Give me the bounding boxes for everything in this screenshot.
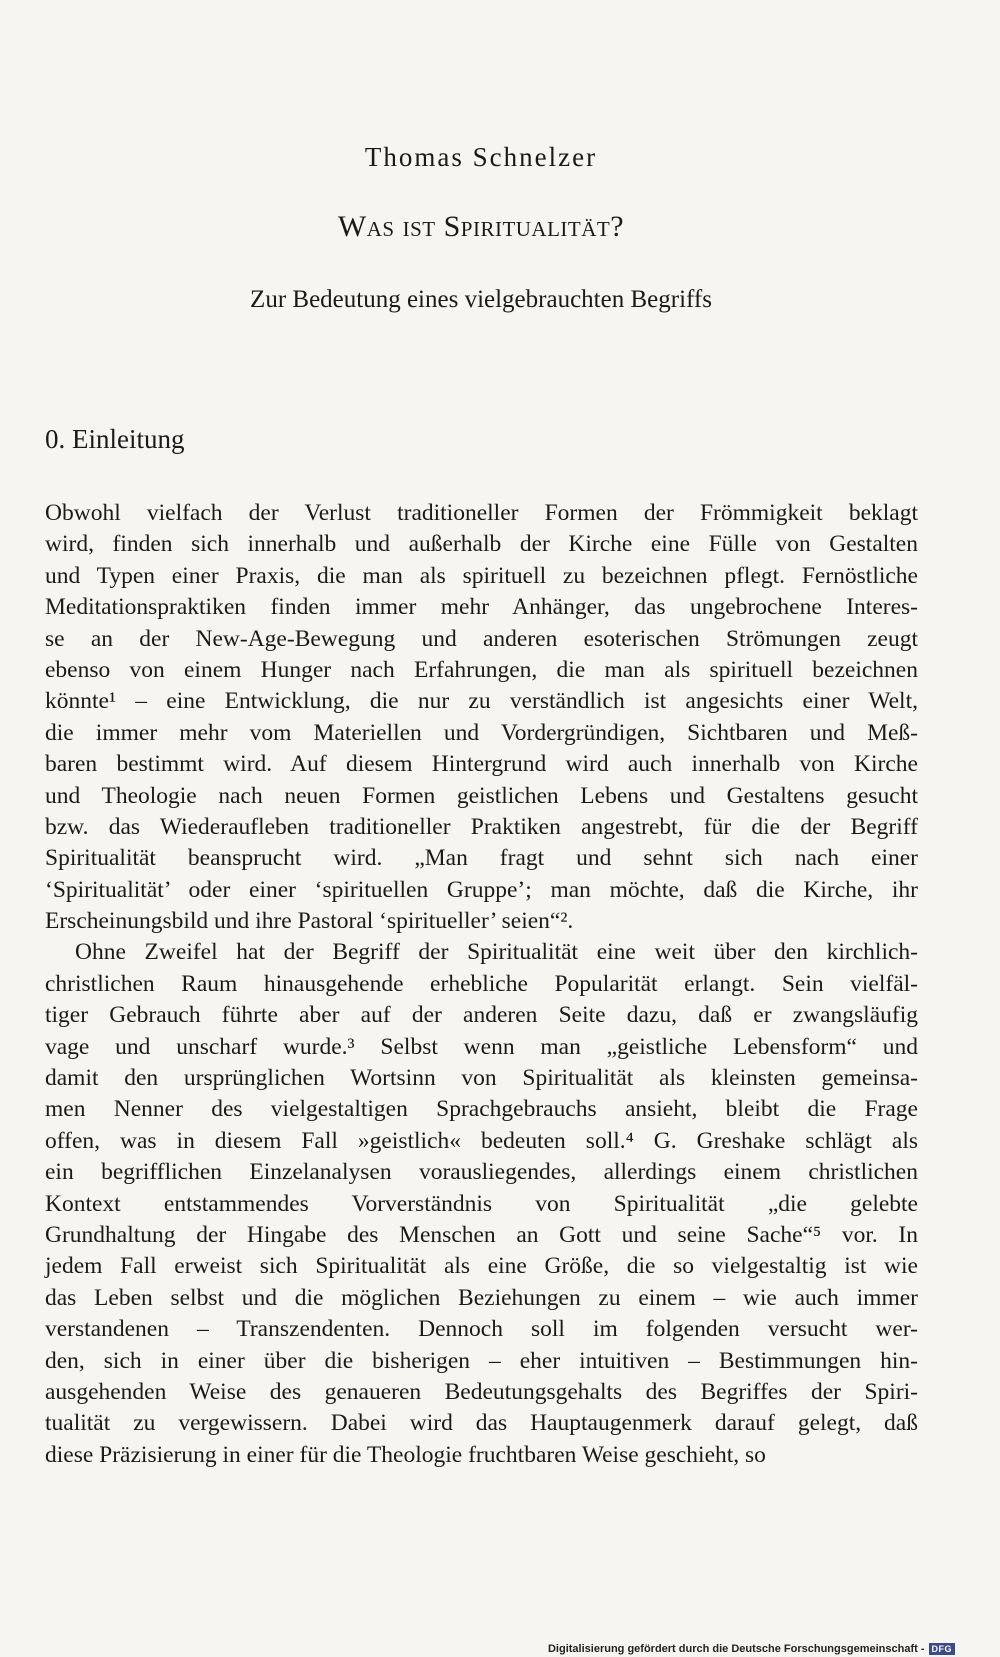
text-line: Kontext entstammendes Vorverständnis von Spiritualität „die gelebte xyxy=(45,1190,918,1217)
text-line: könnte¹ – eine Entwicklung, die nur zu verständlich ist angesichts einer Welt, xyxy=(45,688,918,715)
text-line: tiger Gebrauch führte aber auf der anderen Seite dazu, daß er zwangsläufig xyxy=(45,1002,918,1029)
text-line: baren bestimmt wird. Auf diesem Hintergrund wird auch innerhalb von Kirche xyxy=(45,751,918,778)
text-line: Ohne Zweifel hat der Begriff der Spiritualität eine weit über den kirchlich- xyxy=(75,939,918,966)
text-line: se an der New-Age-Bewegung und anderen esoterischen Strömungen zeugt xyxy=(45,625,918,652)
text-line: den, sich in einer über die bisherigen – eher intuitiven – Bestimmungen hin- xyxy=(45,1347,918,1374)
text-line: die immer mehr vom Materiellen und Vordergründigen, Sichtbaren und Meß- xyxy=(45,719,918,746)
article-subtitle: Zur Bedeutung eines vielgebrauchten Begriffs xyxy=(250,286,712,313)
text-line: Erscheinungsbild und ihre Pastoral ‘spiritueller’ seien“². xyxy=(45,908,574,935)
text-line: und Theologie nach neuen Formen geistlichen Lebens und Gestaltens gesucht xyxy=(45,782,918,809)
text-line: tualität zu vergewissern. Dabei wird das Hauptaugenmerk darauf gelegt, daß xyxy=(45,1410,918,1437)
author-name: Thomas Schnelzer xyxy=(364,142,598,172)
paragraph-2 xyxy=(45,937,918,1471)
text-line: wird, finden sich innerhalb und außerhalb der Kirche eine Fülle von Gestalten xyxy=(45,531,918,558)
text-line: diese Präzisierung in einer für die Theologie fruchtbaren Weise geschieht, so xyxy=(45,1441,766,1468)
dfg-logo: DFG xyxy=(929,1643,956,1655)
text-line: das Leben selbst und die möglichen Beziehungen zu einem – wie auch immer xyxy=(45,1284,918,1311)
paragraph-1 xyxy=(45,498,918,937)
text-line: ausgehenden Weise des genaueren Bedeutungsgehalts des Begriffes der Spiri- xyxy=(45,1378,918,1405)
digitization-credit xyxy=(548,1643,955,1655)
text-line: ebenso von einem Hunger nach Erfahrungen, die man als spirituell bezeichnen xyxy=(45,656,918,683)
section-heading: 0. Einleitung xyxy=(45,424,185,454)
text-line: christlichen Raum hinausgehende erhebliche Popularität erlangt. Sein vielfäl- xyxy=(45,970,918,997)
text-line: Obwohl vielfach der Verlust traditioneller Formen der Frömmigkeit beklagt xyxy=(45,500,918,526)
text-line: Meditationspraktiken finden immer mehr Anhänger, das ungebrochene Interes- xyxy=(45,594,918,621)
text-line: offen, was in diesem Fall »geistlich« bedeuten soll.⁴ G. Greshake schlägt als xyxy=(45,1127,918,1154)
text-line: bzw. das Wiederaufleben traditioneller Praktiken angestrebt, für die der Begriff xyxy=(45,813,918,840)
text-line: ‘Spiritualität’ oder einer ‘spirituellen Gruppe’; man möchte, daß die Kirche, ihr xyxy=(45,876,918,903)
text-line: Spiritualität beansprucht wird. „Man fragt und sehnt sich nach einer xyxy=(45,845,918,872)
text-line: Grundhaltung der Hingabe des Menschen an Gott und seine Sache“⁵ vor. In xyxy=(45,1221,918,1248)
text-line: ein begrifflichen Einzelanalysen vorausliegendes, allerdings einem christlichen xyxy=(45,1159,918,1186)
text-line: verstandenen – Transzendenten. Dennoch soll im folgenden versucht wer- xyxy=(45,1316,918,1343)
article-title: Was ist Spiritualität? xyxy=(337,210,625,243)
text-line: und Typen einer Praxis, die man als spirituell zu bezeichnen pflegt. Fernöstliche xyxy=(45,562,918,589)
text-line: vage und unscharf wurde.³ Selbst wenn man „geistliche Lebensform“ und xyxy=(45,1033,918,1060)
text-line: men Nenner des vielgestaltigen Sprachgebrauchs ansieht, bleibt die Frage xyxy=(45,1096,918,1123)
text-line: damit den ursprünglichen Wortsinn von Spiritualität als kleinsten gemeinsa- xyxy=(45,1065,918,1092)
credit-text: Digitalisierung gefördert durch die Deutsche Forschungsgemeinschaft - xyxy=(547,1643,925,1655)
body-text xyxy=(45,498,918,1471)
text-line: jedem Fall erweist sich Spiritualität als eine Größe, die so vielgestaltig ist wie xyxy=(45,1253,918,1280)
